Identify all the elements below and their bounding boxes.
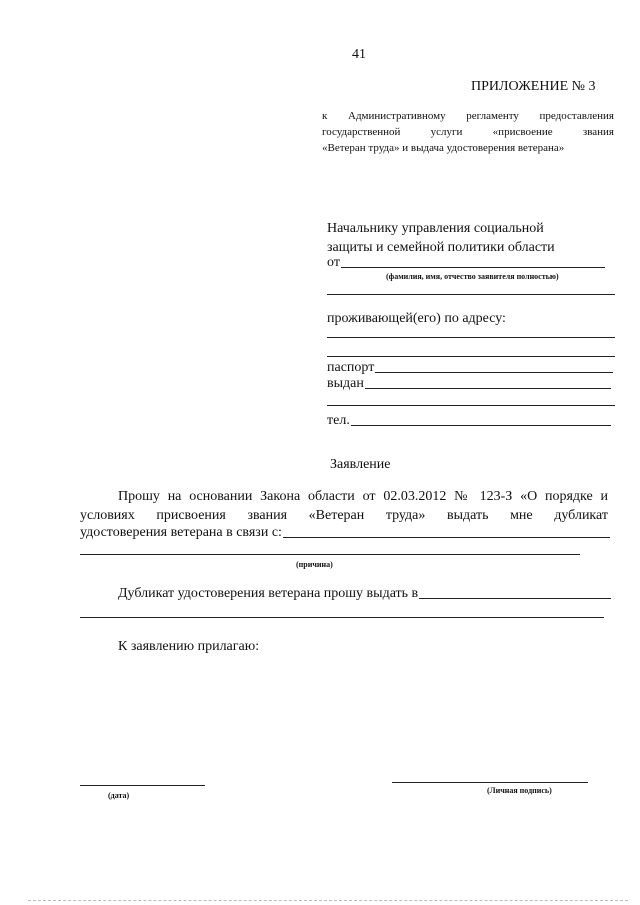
statement-para1-line2: условиях присвоения звания «Ветеран труда» выдать мне дубликат: [80, 508, 608, 523]
statement-para1-line1: Прошу на основании Закона области от 02.03.2012 № 123-З «О порядке и: [118, 489, 608, 504]
phone-blank: [351, 424, 611, 426]
issued-line-2[interactable]: [327, 405, 615, 406]
statement-para2: Дубликат удостоверения ветерана прошу выдать в: [118, 586, 419, 601]
scan-edge: [28, 900, 628, 901]
statement-title: Заявление: [330, 457, 391, 472]
date-caption: (дата): [108, 791, 130, 800]
issued-field[interactable]: [327, 376, 611, 392]
signature-line[interactable]: [392, 782, 588, 783]
attachments-label: К заявлению прилагаю:: [118, 639, 260, 654]
passport-field[interactable]: [327, 360, 613, 376]
appendix-line-1: к Административному регламенту предоставления: [322, 110, 614, 122]
issued-label: выдан: [327, 376, 364, 391]
reason-caption: (причина): [296, 560, 333, 569]
from-blank: [341, 266, 605, 268]
address-label: проживающей(его) по адресу:: [327, 311, 506, 326]
passport-label: паспорт: [327, 360, 375, 375]
appendix-line-3: «Ветеран труда» и выдача удостоверения ветерана»: [322, 142, 565, 154]
addressee-line-1: Начальнику управления социальной: [327, 221, 544, 236]
signature-caption: (Личная подпись): [487, 786, 552, 795]
address-line-1[interactable]: [327, 337, 615, 338]
from-field[interactable]: [327, 255, 605, 271]
issued-blank: [365, 387, 611, 389]
phone-field[interactable]: [327, 413, 611, 429]
page-number: 41: [352, 47, 366, 62]
name-second-line[interactable]: [327, 294, 615, 295]
issue-place-blank: [419, 597, 611, 599]
name-caption: (фамилия, имя, отчество заявителя полностью): [386, 272, 559, 281]
phone-label: тел.: [327, 413, 350, 428]
reason-line-2[interactable]: [80, 554, 580, 555]
reason-blank: [283, 536, 610, 538]
date-line[interactable]: [80, 785, 205, 786]
addressee-line-2: защиты и семейной политики области: [327, 240, 555, 255]
reason-field[interactable]: [80, 525, 610, 541]
passport-blank: [375, 371, 613, 373]
issue-place-field[interactable]: [118, 586, 611, 602]
appendix-title: ПРИЛОЖЕНИЕ № 3: [471, 79, 596, 94]
appendix-line-2: государственной услуги «присвоение звания: [322, 126, 614, 138]
issue-place-line-2[interactable]: [80, 617, 604, 618]
from-label: от: [327, 255, 340, 270]
address-line-2[interactable]: [327, 356, 615, 357]
statement-para1-line3: удостоверения ветерана в связи с:: [80, 525, 282, 540]
